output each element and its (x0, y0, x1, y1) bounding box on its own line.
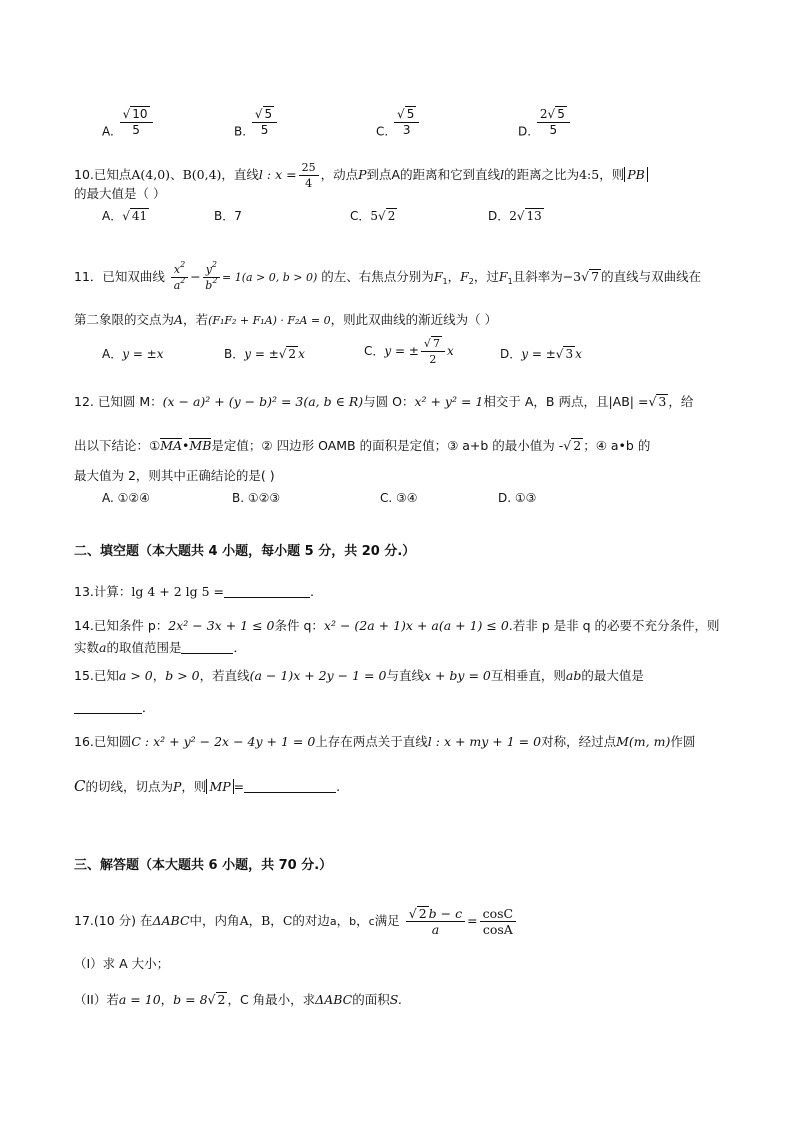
answer-blank[interactable] (244, 792, 336, 793)
answer-blank[interactable] (181, 653, 233, 654)
q9-option-b: B. $\frac{√ 5}{5}$ (234, 106, 279, 142)
answer-blank[interactable] (224, 597, 310, 598)
answer-blank[interactable] (74, 713, 142, 714)
q9-option-a: A. $\frac{√ 10}{5}$ (102, 106, 155, 142)
section-3-title: 三、解答题（本大题共 6 小题，共 70 分.） (74, 858, 333, 873)
section-2-title: 二、填空题（本大题共 4 小题，每小题 5 分，共 20 分.） (74, 544, 416, 559)
q9-option-c: C. $\frac{√ 5}{3}$ (376, 106, 421, 142)
q9-option-d: D. $\frac{2√ 5}{5}$ (518, 106, 572, 142)
